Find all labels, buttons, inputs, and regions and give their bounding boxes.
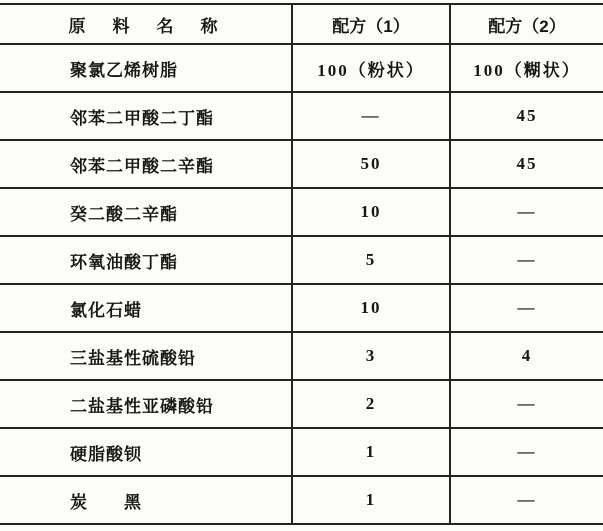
material-name-cell: 邻苯二甲酸二丁酯 bbox=[0, 92, 292, 140]
material-name-cell: 环氧油酸丁酯 bbox=[0, 236, 292, 284]
formula-2-value-cell: — bbox=[450, 188, 603, 236]
table-row bbox=[0, 44, 603, 92]
material-name-cell: 三盐基性硫酸铅 bbox=[0, 332, 292, 380]
table-row bbox=[0, 428, 603, 476]
formula-1-value-cell: 2 bbox=[292, 380, 450, 428]
table-row bbox=[0, 284, 603, 332]
formula-1-value-cell: 10 bbox=[292, 188, 450, 236]
formula-1-value-cell: 5 bbox=[292, 236, 450, 284]
table-header-row bbox=[0, 4, 603, 44]
table-row bbox=[0, 332, 603, 380]
table-row bbox=[0, 140, 603, 188]
table-row bbox=[0, 476, 603, 524]
formula-1-value-cell: — bbox=[292, 92, 450, 140]
col-header-material: 原 料 名 称 bbox=[0, 4, 292, 44]
table-row bbox=[0, 188, 603, 236]
col-header-formula-1: 配方（1） bbox=[292, 4, 450, 44]
formula-1-value-cell: 50 bbox=[292, 140, 450, 188]
table-row bbox=[0, 92, 603, 140]
formula-2-value-cell: — bbox=[450, 236, 603, 284]
formula-2-value-cell: — bbox=[450, 380, 603, 428]
formulation-table bbox=[0, 3, 603, 525]
material-name-cell: 炭 黑 bbox=[0, 476, 292, 524]
material-name-cell: 邻苯二甲酸二辛酯 bbox=[0, 140, 292, 188]
material-name-cell: 硬脂酸钡 bbox=[0, 428, 292, 476]
formula-2-value-cell: 4 bbox=[450, 332, 603, 380]
table-row bbox=[0, 380, 603, 428]
col-header-formula-2: 配方（2） bbox=[450, 4, 603, 44]
material-name-cell: 聚氯乙烯树脂 bbox=[0, 44, 292, 92]
formula-1-value-cell: 1 bbox=[292, 428, 450, 476]
table-row bbox=[0, 236, 603, 284]
formula-2-value-cell: — bbox=[450, 428, 603, 476]
material-name-cell: 二盐基性亚磷酸铅 bbox=[0, 380, 292, 428]
formula-2-value-cell: 100（糊状） bbox=[450, 44, 603, 92]
formula-2-value-cell: 45 bbox=[450, 92, 603, 140]
formula-2-value-cell: — bbox=[450, 476, 603, 524]
formula-2-value-cell: — bbox=[450, 284, 603, 332]
formula-1-value-cell: 100（粉状） bbox=[292, 44, 450, 92]
formula-1-value-cell: 10 bbox=[292, 284, 450, 332]
formula-1-value-cell: 1 bbox=[292, 476, 450, 524]
material-name-cell: 癸二酸二辛酯 bbox=[0, 188, 292, 236]
material-name-cell: 氯化石蜡 bbox=[0, 284, 292, 332]
formula-2-value-cell: 45 bbox=[450, 140, 603, 188]
formula-1-value-cell: 3 bbox=[292, 332, 450, 380]
